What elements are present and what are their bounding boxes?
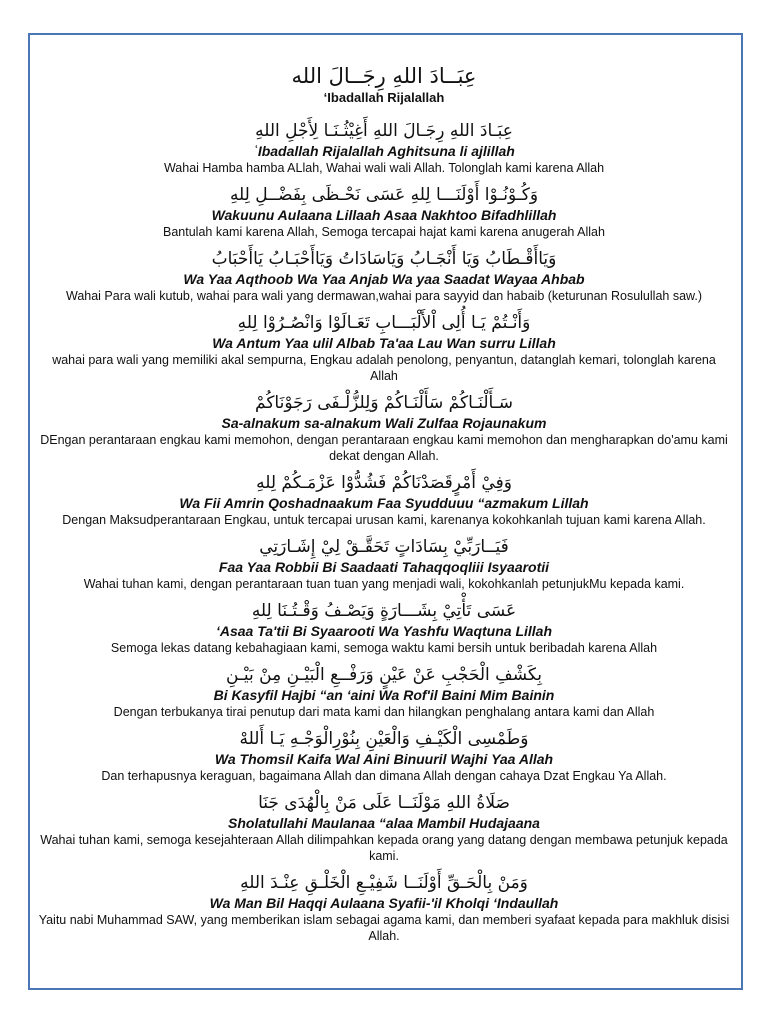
verse-translation: Dan terhapusnya keraguan, bagaimana Allah dan dimana Allah dengan cahaya Dzat Engkau Ya Allah. (101, 769, 667, 783)
verse-transliteration: Wa Fii Amrin Qoshadnaakum Faa Syudduuu “azmakum Lillah (179, 495, 589, 511)
document-body (37, 62, 731, 952)
verse-translation: Wahai tuhan kami, semoga kesejahteraan Allah dilimpahkan kepada orang yang datang dengan membawa petunjuk kepada kami. (40, 833, 728, 863)
verse-translation: Semoga lekas datang kebahagiaan kami, semoga waktu kami bersih untuk beribadah karena Allah (110, 641, 658, 655)
verse-translation: Wahai Hamba hamba ALlah, Wahai wali wali Allah. Tolonglah kami karena Allah (163, 161, 605, 175)
verse-12 (37, 872, 731, 944)
verse-translation: Bantulah kami karena Allah, Semoga tercapai hajat kami karena anugerah Allah (163, 225, 605, 239)
verse-arabic: وَفِيْ أَمْرٍقَصَدْنَاكُمْ فَشُدُّوْا عَزْمَـكُمْ لِلهِ (256, 473, 512, 493)
verse-translation: Yaitu nabi Muhammad SAW, yang memberikan islam sebagai agama kami, dan memberi syafaat kepada para makhluk disisi Allah. (38, 913, 730, 943)
verse-translation: Wahai tuhan kami, dengan perantaraan tuan tuan yang menjadi wali, kokohkanlah petunjukMu kepada kami. (83, 577, 685, 591)
title-latin: ‘Ibadallah Rijalallah (323, 90, 445, 105)
verse-transliteration: Wakuunu Aulaana Lillaah Asaa Nakhtoo Bifadhlillah (211, 207, 557, 223)
verse-10 (37, 728, 731, 784)
verse-transliteration: ʿIbadallah Rijalallah Aghitsuna li ajlillah (253, 143, 515, 159)
verse-arabic: وَيَاأَقْـطَابُ وَيَا أَنْجَـابُ وَيَاسَادَاتُ وَيَاأَحْبَـابُ يَاأَحْبَابُ (211, 249, 557, 269)
verse-6 (37, 472, 731, 528)
verse-7 (37, 536, 731, 592)
verse-transliteration: Wa Man Bil Haqqi Aulaana Syafii-'il Kholqi ‘Indaullah (209, 895, 559, 911)
verse-11 (37, 792, 731, 864)
verse-transliteration: Wa Thomsil Kaifa Wal Aini Binuuril Wajhi Yaa Allah (214, 751, 554, 767)
verse-arabic: وَمَنْ بِالْحَـقِّ أَوْلَنَــا شَفِيْـعِ الْخَلْـقِ عِنْـدَ اللهِ (240, 873, 528, 893)
verse-transliteration: Wa Yaa Aqthoob Wa Yaa Anjab Wa yaa Saadat Wayaa Ahbab (183, 271, 585, 287)
verse-arabic: فَيَــارَبِّيْ بِسَادَاتٍ تَحَقَّـقْ لِيْ إِشَـارَتِي (259, 537, 509, 557)
verse-2 (37, 184, 731, 240)
verse-transliteration: Faa Yaa Robbii Bi Saadaati Tahaqqoqliii Isyaarotii (218, 559, 550, 575)
verse-transliteration: Bi Kasyfil Hajbi “an ‘aini Wa Rof'il Baini Mim Bainin (213, 687, 555, 703)
verse-1 (37, 120, 731, 176)
verse-translation: Dengan terbukanya tirai penutup dari mata kami dan hilangkan penghalang antara kami dan Allah (113, 705, 655, 719)
verse-arabic: وَطَمْسِى الْكَيْـفِ وَالْعَيْنِ بِنُوْرِالْوَجْـهِ يَـا أَللهْ (239, 729, 529, 749)
verse-arabic: سَـأَلْنَـاكُمْ سَأَلْنَـاكُمْ وَلِلزُّلْـفَى رَجَوْنَاكُمْ (255, 393, 513, 413)
verse-arabic: بِكَشْفِ الْحَجْبِ عَنْ عَيْنٍ وَرَفْــعِ الْبَيْـنِ مِنْ بَيْـنِ (225, 665, 543, 685)
verse-translation: Dengan Maksudperantaraan Engkau, untuk tercapai urusan kami, karenanya kokohkanlah tujuan kami karena Allah. (62, 513, 706, 527)
verse-3 (37, 248, 731, 304)
verse-arabic: صَلَاةُ اللهِ مَوْلَنَــا عَلَى مَنْ بِالْهُدَى جَنَا (258, 793, 510, 813)
verse-4 (37, 312, 731, 384)
verse-arabic: عِبَـادَ اللهِ رِجَـالَ اللهِ أَغِيْثُـنَـا لِأَجْلِ اللهِ (255, 121, 513, 141)
verse-9 (37, 664, 731, 720)
verse-arabic: عَسَى تَأْتِيْ بِشَـــارَةٍ وَيَصْـفُ وَقْـتُـنَا لِلهِ (251, 601, 517, 621)
verse-arabic: وَكُـوْنُـوْا أَوْلَنَـــا لِلهِ عَسَى نَحْـظَى بِفَضْــلِ لِلهِ (229, 185, 539, 205)
verse-5 (37, 392, 731, 464)
verse-arabic: وَأَنْـتُمْ يَـا أُلِى اْلأَلْبَـــابِ تَعَـالَوْا وَانْصُـرُوْا لِلهِ (237, 313, 531, 333)
verse-translation: wahai para wali yang memiliki akal sempurna, Engkau adalah penolong, penyantun, datanglah kemari, tolonglah karena Allah (52, 353, 716, 383)
verse-translation: DEngan perantaraan engkau kami memohon, dengan perantaraan engkau kami memohon dan mengharapkan do'amu kami dekat dengan Allah. (40, 433, 728, 463)
verse-transliteration: Sholatullahi Maulanaa “alaa Mambil Hudajaana (228, 815, 540, 831)
title-arabic: عِبَــادَ اللهِ رِجَــالَ الله (291, 64, 477, 88)
verse-translation: Wahai Para wali kutub, wahai para wali yang dermawan,wahai para sayyid dan habaib (keturunan Rosulullah saw.) (65, 289, 702, 303)
verse-transliteration: Sa-alnakum sa-alnakum Wali Zulfaa Rojaunakum (221, 415, 547, 431)
verse-8 (37, 600, 731, 656)
verse-transliteration: ‘Asaa Ta'tii Bi Syaarooti Wa Yashfu Waqtuna Lillah (215, 623, 553, 639)
verse-transliteration: Wa Antum Yaa ulil Albab Ta'aa Lau Wan surru Lillah (212, 335, 556, 351)
